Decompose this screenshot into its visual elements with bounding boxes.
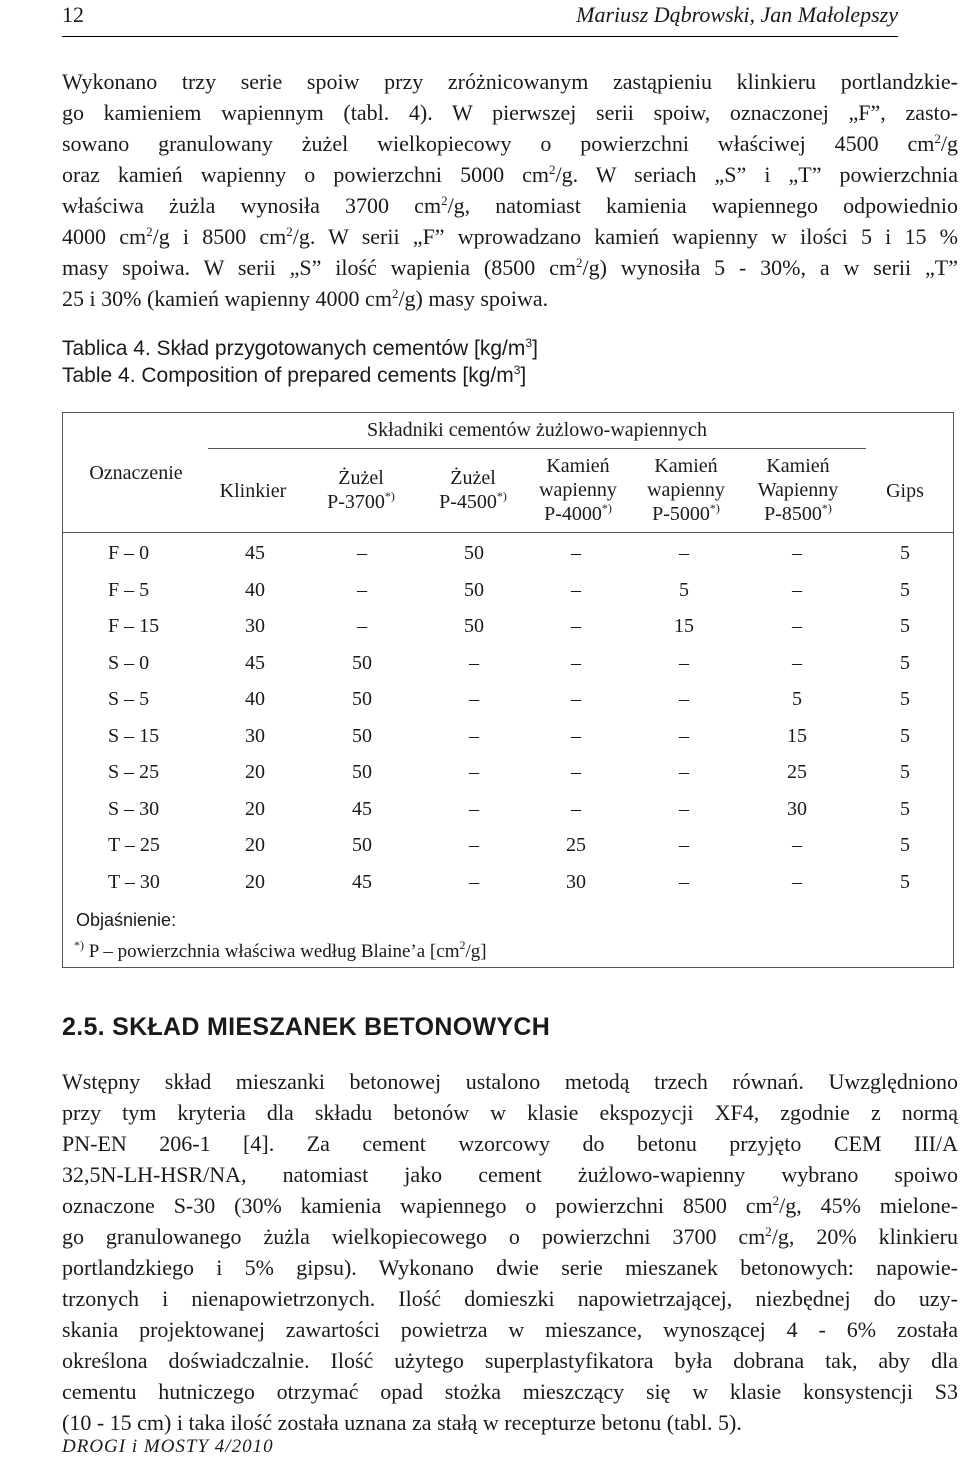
text-line [62,97,958,128]
column-header [208,479,298,503]
table-cell: 45 [245,542,265,564]
footnote-marker: *) [496,489,507,503]
table-cell: – [792,870,802,893]
text-segment: trzonych i nienapowietrzonych. Ilość domieszki napowietrzającej, niezbędnej do uzy- [62,1286,958,1311]
footnote-marker: *) [601,501,612,515]
table-cell: – [679,542,689,564]
text-segment: przy tym kryteria dla składu betonów w klasie ekspozycji XF4, zgodnie z normą [62,1100,958,1125]
text-line [62,1345,958,1376]
table-cell: – [679,651,689,674]
column-header [634,454,738,526]
table-note [74,938,487,966]
row-label: T – 25 [108,834,160,856]
text-segment: /g, 20% klinkieru [771,1224,958,1249]
superscript: 2 [549,162,556,177]
column-header-line: wapienny [539,479,617,501]
table-note-title: Objaśnienie: [76,910,177,930]
text-line [62,128,958,159]
caption-text: Tablica 4. Skład przygotowanych cementów [kg/m [62,337,526,360]
superscript: *) [74,938,84,952]
page-header [62,0,898,40]
superscript: 2 [765,1224,772,1239]
text-line [62,252,958,283]
column-header-line: Kamień [546,455,610,477]
text-line [62,159,958,190]
superscript: 2 [459,938,466,952]
table-cell: – [469,870,479,893]
table-cell: 50 [464,542,484,564]
table-group-rule [208,448,866,449]
table-cell: 15 [787,724,807,747]
text-segment: 4000 cm [62,224,147,249]
text-line [62,283,958,314]
table-cell: 40 [245,578,265,601]
table-cell: – [679,761,689,783]
table-cell: – [679,834,689,856]
table-caption-pl [62,336,538,361]
row-label: F – 0 [108,542,150,564]
table-cell: 5 [900,797,910,820]
column-header-line: Żużel [450,467,496,489]
table-cell: – [571,615,581,637]
column-header-line: Wapienny [757,479,839,501]
table-cell: – [571,724,581,747]
table-cell: 25 [787,761,807,783]
column-header [306,466,416,514]
text-line [62,1066,958,1097]
column-header-line: P-4500 [439,491,497,513]
table-cell: 50 [352,761,372,783]
superscript: 2 [286,224,293,239]
table-cell: – [469,834,479,856]
table-cell: 20 [245,797,265,820]
caption-text: Table 4. Composition of prepared cements [kg/m [62,364,514,387]
text-segment: cementu hutniczego otrzymać opad stożka mieszczący się w klasie konsystencji S3 [62,1379,958,1404]
table-cell: 5 [900,834,910,856]
table-cell: 5 [900,615,910,637]
column-header-line: P-3700 [327,491,385,513]
table-cell: 50 [352,834,372,856]
intro-paragraph [62,66,958,314]
text-segment: oraz kamień wapienny o powierzchni 5000 cm [62,162,550,187]
table-cell: 40 [245,688,265,710]
text-segment: portlandzkiego i 5% gipsu). Wykonano dwie serie mieszanek betonowych: napowie- [62,1255,958,1280]
table-cell: – [357,578,367,601]
text-segment: go granulowanego żużla wielkopiecowego o powierzchni 3700 cm [62,1224,766,1249]
text-segment: go kamieniem wapiennym (tabl. 4). W pierwszej serii spoiw, oznaczonej „F”, zasto- [62,100,958,125]
text-line [62,1252,958,1283]
text-segment: /g) masy spoiwa. [398,286,549,311]
superscript: 2 [441,193,448,208]
running-title: Mariusz Dąbrowski, Jan Małolepszy [576,2,898,27]
table-cell: 5 [900,578,910,601]
footnote-marker: *) [821,501,832,515]
text-segment: określona doświadczalnie. Ilość użytego superplastyfikatora była dobrana tak, aby dla [62,1348,958,1373]
text-line [62,1190,958,1221]
table-cell: – [792,834,802,856]
row-label: F – 15 [108,615,160,637]
text-segment: /g, natomiast kamienia wapiennego odpowiednio [447,193,958,218]
column-header-line: Oznaczenie [89,462,183,484]
table-cell: – [571,688,581,710]
table-cell: 30 [566,870,586,893]
row-label: S – 5 [108,688,150,710]
table-cell: – [571,542,581,564]
table-cell: – [469,724,479,747]
table-cell: 5 [900,651,910,674]
column-header [742,454,854,526]
text-segment: 32,5N-LH-HSR/NA, natomiast jako cement żużlowo-wapienny wybrano spoiwo [62,1162,958,1187]
table-cell: 5 [679,578,689,601]
table-cell: – [571,761,581,783]
text-segment: właściwa żużla wynosiła 3700 cm [62,193,442,218]
table-cell: 5 [900,870,910,893]
row-label: S – 30 [108,797,160,820]
table-cell: 45 [245,651,265,674]
table-cell: 45 [352,797,372,820]
table-cell: 5 [900,542,910,564]
text-line [62,1159,958,1190]
table-cell: 5 [900,688,910,710]
table-cell: – [679,797,689,820]
table-cell: 50 [464,578,484,601]
section-heading: 2.5. SKŁAD MIESZANEK BETONOWYCH [62,1013,551,1041]
text-segment: skania projektowanej zawartości powietrza w mieszance, wynoszącej 4 - 6% została [62,1317,958,1342]
text-segment: /g) wynosiła 5 - 30%, a w serii „T” [582,255,958,280]
table-cell: 15 [674,615,694,637]
text-segment: 25 i 30% (kamień wapienny 4000 cm [62,286,392,311]
table-cell: – [571,578,581,601]
column-header-line: P-8500 [764,503,822,525]
caption-text: ] [532,337,538,360]
note-text: /g] [465,941,487,962]
table-cell: 5 [900,724,910,747]
column-header-line: Kamień [766,455,830,477]
column-header [528,454,628,526]
superscript: 3 [525,336,533,350]
superscript: 2 [146,224,153,239]
table-cell: – [571,651,581,674]
text-segment: (10 - 15 cm) i taka ilość została uznana za stałą w recepturze betonu (tabl. 5). [62,1410,742,1435]
table-cell: 5 [900,761,910,783]
text-segment: Wstępny skład mieszanki betonowej ustalono metodą trzech równań. Uwzględniono [62,1069,958,1094]
row-label: F – 5 [108,578,150,601]
text-segment: /g i 8500 cm [152,224,287,249]
table-cell: 30 [245,615,265,637]
text-segment: /g. W serii „F” wprowadzano kamień wapienny w ilości 5 i 15 % [292,224,958,249]
row-label: S – 25 [108,761,160,783]
header-rule [62,36,898,37]
table-header-rule [62,532,954,533]
table-cell: – [357,542,367,564]
text-line [62,1376,958,1407]
text-segment: sowano granulowany żużel wielkopiecowy o powierzchni właściwej 4500 cm [62,131,935,156]
column-header-line: Żużel [338,467,384,489]
table-cell: – [792,615,802,637]
footnote-marker: *) [709,501,720,515]
table-cell: – [679,870,689,893]
column-header [418,466,528,514]
superscript: 2 [391,286,399,301]
table-cell: 50 [352,724,372,747]
table-cell: – [357,615,367,637]
table-group-header: Składniki cementów żużlowo-wapiennych [367,419,707,441]
table-cell: – [792,651,802,674]
table-cell: – [469,651,479,674]
table-cell: 20 [245,870,265,893]
table-cell: – [469,761,479,783]
table-cell: – [679,724,689,747]
table-cell: – [571,797,581,820]
column-header [862,479,948,503]
table-cell: 20 [245,834,265,856]
row-label: S – 15 [108,724,160,747]
table-cell: 30 [245,724,265,747]
table-cell: 20 [245,761,265,783]
column-header-line: P-4000 [544,503,602,525]
table-cell: – [679,688,689,710]
table-cell: 25 [566,834,586,856]
text-line [62,1221,958,1252]
superscript: 2 [576,255,583,270]
superscript: 2 [934,131,941,146]
text-line [62,221,958,252]
section-paragraph [62,1066,958,1438]
text-segment: masy spoiwa. W serii „S” ilość wapienia (8500 cm [62,255,576,280]
table-cell: – [469,797,479,820]
table-cell: 30 [787,797,807,820]
column-header-line: Gips [886,480,924,502]
table-cell: 5 [792,688,802,710]
text-segment: /g. W seriach „S” i „T” powierzchnia [555,162,958,187]
text-line [62,190,958,221]
table-cell: 50 [464,615,484,637]
table-caption-en [62,363,526,388]
table-cell: 50 [352,688,372,710]
note-text: P – powierzchnia właściwa według Blaine’a [cm [84,941,460,962]
table-cell: 50 [352,651,372,674]
row-label: T – 30 [108,870,160,893]
superscript: 2 [772,1193,780,1208]
text-segment: Wykonano trzy serie spoiw przy zróżnicowanym zastąpieniu klinkieru portlandzkie- [62,69,958,94]
column-header-line: Klinkier [219,480,287,502]
column-header-line: Kamień [654,455,718,477]
page-number: 12 [62,2,84,27]
text-line [62,1097,958,1128]
text-line [62,1407,958,1438]
text-segment: /g [940,131,958,156]
journal-footer: DROGI i MOSTY 4/2010 [62,1436,274,1457]
text-segment: oznaczone S-30 (30% kamienia wapiennego o powierzchni 8500 cm [62,1193,773,1218]
superscript: 3 [513,363,521,377]
caption-text: ] [520,364,527,387]
text-segment: /g, 45% mielone- [779,1193,958,1218]
row-label: S – 0 [108,651,150,674]
table-cell: – [469,688,479,710]
column-header-line: P-5000 [652,503,710,525]
text-line [62,66,958,97]
footnote-marker: *) [384,489,395,503]
text-line [62,1283,958,1314]
table-cell: – [792,578,802,601]
text-segment: PN-EN 206-1 [4]. Za cement wzorcowy do betonu przyjęto CEM III/A [62,1131,958,1156]
column-header [64,461,208,485]
table-cell: – [792,542,802,564]
text-line [62,1314,958,1345]
table-cell: 45 [352,870,372,893]
column-header-line: wapienny [647,479,725,501]
text-line [62,1128,958,1159]
